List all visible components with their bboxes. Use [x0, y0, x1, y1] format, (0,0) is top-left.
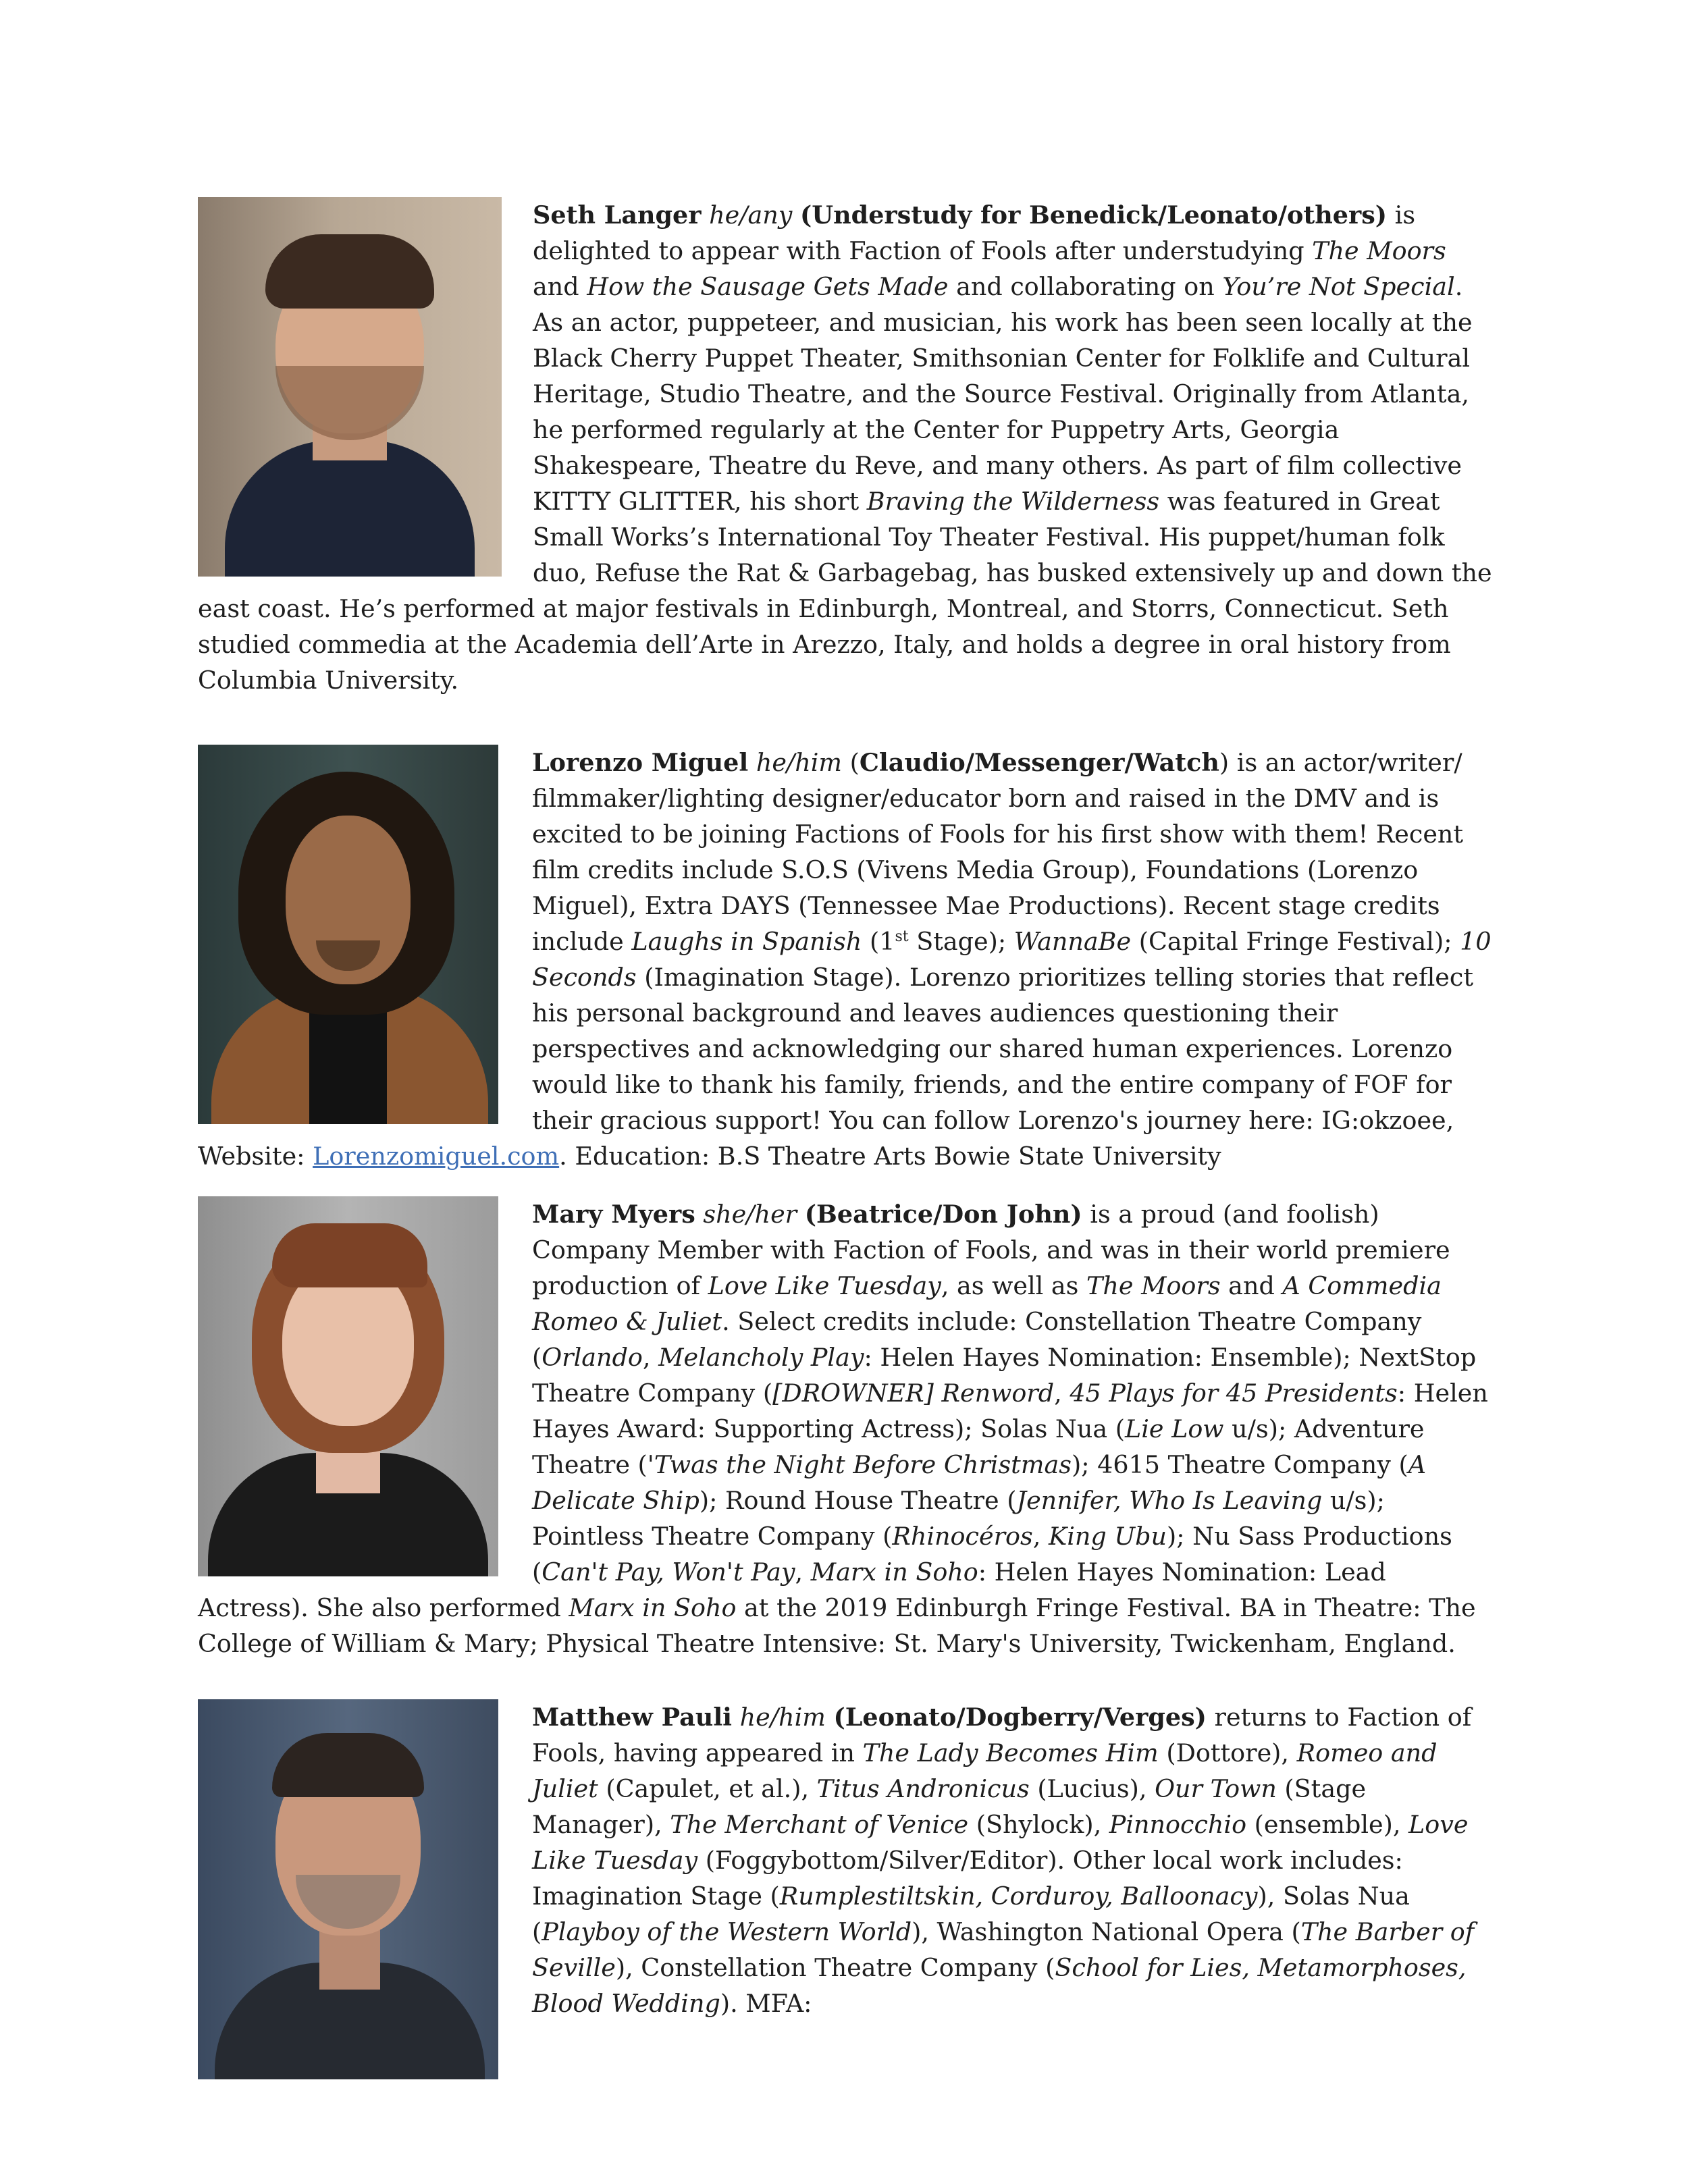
work-title: How the Sausage Gets Made	[587, 272, 949, 301]
bio-text: ,	[1032, 1522, 1049, 1551]
work-title: Rumplestiltskin, Corduroy, Balloonacy	[779, 1882, 1258, 1911]
bio-text: . Select credits include: Constellation Theatre Company (	[532, 1307, 1422, 1372]
work-title: Melancholy Play	[658, 1343, 864, 1372]
bio-text: is delighted to appear with Faction of Fools after understudying	[533, 201, 1416, 265]
work-title: Jennifer, Who Is Leaving	[1016, 1486, 1323, 1515]
work-title: Love Like Tuesday	[708, 1271, 941, 1300]
work-title: Pinnocchio	[1109, 1810, 1247, 1839]
work-title: 10 Seconds	[532, 927, 1492, 992]
bio-text: (Capulet, et al.),	[598, 1774, 817, 1803]
actor-role: Claudio/Messenger/Watch	[859, 748, 1219, 777]
bio-text: u/s); Adventure Theatre (	[532, 1414, 1425, 1479]
headshot-mary-myers	[198, 1196, 498, 1576]
headshot-seth-langer	[198, 197, 502, 577]
bio-text: and collaborating on	[948, 272, 1223, 301]
bio-text: u/s); Pointless Theatre Company (	[532, 1486, 1385, 1551]
bio-text: (Stage Manager),	[532, 1774, 1367, 1839]
actor-name: Lorenzo Miguel	[532, 748, 749, 777]
bio-text: and	[533, 272, 587, 301]
actor-pronouns: he/any	[709, 201, 793, 230]
bio-text: ). MFA:	[720, 1989, 812, 2018]
bio-text: (1	[862, 927, 895, 956]
work-title: Romeo and Juliet	[532, 1738, 1438, 1803]
superscript: st	[895, 928, 909, 945]
work-title: A Commedia Romeo & Juliet	[532, 1271, 1442, 1336]
bio-text: ); 4615 Theatre Company (	[1071, 1450, 1408, 1479]
headshot-lorenzo-miguel	[198, 745, 498, 1124]
work-title: The Merchant of Venice	[670, 1810, 969, 1839]
bio-text: )	[1219, 748, 1230, 777]
bio-text: : Helen Hayes Award: Supporting Actress); Solas Nua (	[532, 1379, 1488, 1443]
actor-name: Matthew Pauli	[532, 1703, 733, 1732]
headshot-matthew-pauli	[198, 1699, 498, 2079]
work-title: Love Like Tuesday	[532, 1810, 1469, 1875]
work-title: A Delicate Ship	[532, 1450, 1427, 1515]
bio-text: (	[849, 748, 860, 777]
bio-text: ,	[1054, 1379, 1070, 1408]
bio-text: (Dottore),	[1158, 1738, 1297, 1767]
bio-text: ), Washington National Opera (	[912, 1917, 1301, 1946]
bio-text: . As an actor, puppeteer, and musician, his work has been seen locally at the Black Cherry Puppet Theater, Smithsonian Center for Folklife and Cultural Heritage, Studio Theatre, and the Source Festival. Originally from Atlanta, he performed regularly at the Center for Puppetry Arts, Georgia Shakespeare, Theatre du Reve, and many others. As part of film collective KITTY GLITTER, his short	[533, 272, 1473, 516]
work-title: Orlando	[542, 1343, 643, 1372]
bio-text: (Foggybottom/Silver/Editor). Other local work includes: Imagination Stage (	[532, 1846, 1403, 1911]
work-title: Lie Low	[1124, 1414, 1224, 1443]
bio-text: and	[1220, 1271, 1283, 1300]
work-title: Our Town	[1155, 1774, 1277, 1803]
actor-role: (Leonato/Dogberry/Verges)	[833, 1703, 1207, 1732]
bio-mary-myers	[198, 1196, 1494, 1661]
actor-pronouns: she/her	[703, 1200, 797, 1229]
bio-text: : Helen Hayes Nomination: Lead Actress). She also performed	[198, 1557, 1386, 1622]
work-title: The Moors	[1312, 236, 1446, 265]
bio-text: ), Constellation Theatre Company (	[615, 1953, 1055, 1982]
work-title: Can't Pay, Won't Pay	[542, 1557, 795, 1587]
work-title: 45 Plays for 45 Presidents	[1070, 1379, 1398, 1408]
bio-text: ); Nu Sass Productions (	[532, 1522, 1452, 1587]
work-title: Playboy of the Western World	[542, 1917, 912, 1946]
bio-text: (Lucius),	[1029, 1774, 1155, 1803]
work-title: 'Twas the Night Before Christmas	[647, 1450, 1072, 1479]
work-title: The Lady Becomes Him	[862, 1738, 1159, 1767]
work-title: Titus Andronicus	[816, 1774, 1030, 1803]
bio-text: (Shylock),	[968, 1810, 1109, 1839]
bio-text: : Helen Hayes Nomination: Ensemble); NextStop Theatre Company (	[532, 1343, 1477, 1408]
work-title: School for Lies, Metamorphoses, Blood Wedding	[532, 1953, 1467, 2018]
bio-text: ,	[642, 1343, 659, 1372]
bio-text: (Capital Fringe Festival);	[1131, 927, 1460, 956]
bio-text: was featured in Great Small Works’s International Toy Theater Festival. His puppet/human folk duo, Refuse the Rat & Garbagebag, has busked extensively up and down the east coast. He’s performed at major festivals in Edinburgh, Montreal, and Storrs, Connecticut. Seth studied commedia at the Academia dell’Arte in Arezzo, Italy, and holds a degree in oral history from Columbia University.	[198, 487, 1492, 695]
actor-name: Mary Myers	[532, 1200, 695, 1229]
website-link[interactable]: Lorenzomiguel.com	[313, 1142, 560, 1171]
actor-pronouns: he/him	[739, 1703, 826, 1732]
work-title: Braving the Wilderness	[866, 487, 1160, 516]
bio-text: ); Round House Theatre (	[699, 1486, 1017, 1515]
work-title: [DROWNER] Renword	[772, 1379, 1055, 1408]
bio-text: Stage);	[908, 927, 1014, 956]
bio-text: ), Solas Nua (	[532, 1882, 1410, 1946]
work-title: Laughs in Spanish	[631, 927, 862, 956]
bio-matthew-pauli	[198, 1699, 1494, 2083]
work-title: Marx in Soho	[569, 1593, 737, 1622]
bio-text: , as well as	[941, 1271, 1087, 1300]
work-title: WannaBe	[1013, 927, 1132, 956]
actor-pronouns: he/him	[756, 748, 843, 777]
bio-text: (ensemble),	[1246, 1810, 1409, 1839]
bio-text: is a proud (and foolish) Company Member with Faction of Fools, and was in their world premiere production of	[532, 1200, 1450, 1300]
bio-text: is an actor/writer/ filmmaker/lighting designer/educator born and raised in the DMV and is excited to be joining Factions of Fools for his first show with them! Recent film credits include S.O.S (Vivens Media Group), Foundations (Lorenzo Miguel), Extra DAYS (Tennessee Mae Productions). Recent stage credits include	[532, 748, 1464, 956]
work-title: King Ubu	[1048, 1522, 1167, 1551]
actor-name: Seth Langer	[533, 201, 702, 230]
bio-text: returns to Faction of Fools, having appeared in	[532, 1703, 1472, 1767]
actor-role: (Beatrice/Don John)	[804, 1200, 1082, 1229]
bio-text: ,	[795, 1557, 811, 1587]
actor-role: (Understudy for Benedick/Leonato/others)	[800, 201, 1388, 230]
work-title: The Barber of Seville	[532, 1917, 1475, 1982]
bio-seth-langer	[198, 197, 1494, 698]
work-title: Rhinocéros	[892, 1522, 1033, 1551]
work-title: The Moors	[1086, 1271, 1221, 1300]
work-title: Marx in Soho	[810, 1557, 978, 1587]
bio-text: . Education: B.S Theatre Arts Bowie State University	[559, 1142, 1221, 1171]
bio-lorenzo-miguel	[198, 745, 1494, 1174]
bio-text: at the 2019 Edinburgh Fringe Festival. BA in Theatre: The College of William & Mary; Physical Theatre Intensive: St. Mary's University, Twickenham, England.	[198, 1593, 1476, 1658]
bio-text: (Imagination Stage). Lorenzo prioritizes telling stories that reflect his personal background and leaves audiences questioning their perspectives and acknowledging our shared human experiences. Lorenzo would like to thank his family, friends, and the entire company of FOF for their gracious support! You can follow Lorenzo's journey here: IG:okzoee, Website:	[198, 963, 1474, 1171]
work-title: You’re Not Special	[1222, 272, 1455, 301]
